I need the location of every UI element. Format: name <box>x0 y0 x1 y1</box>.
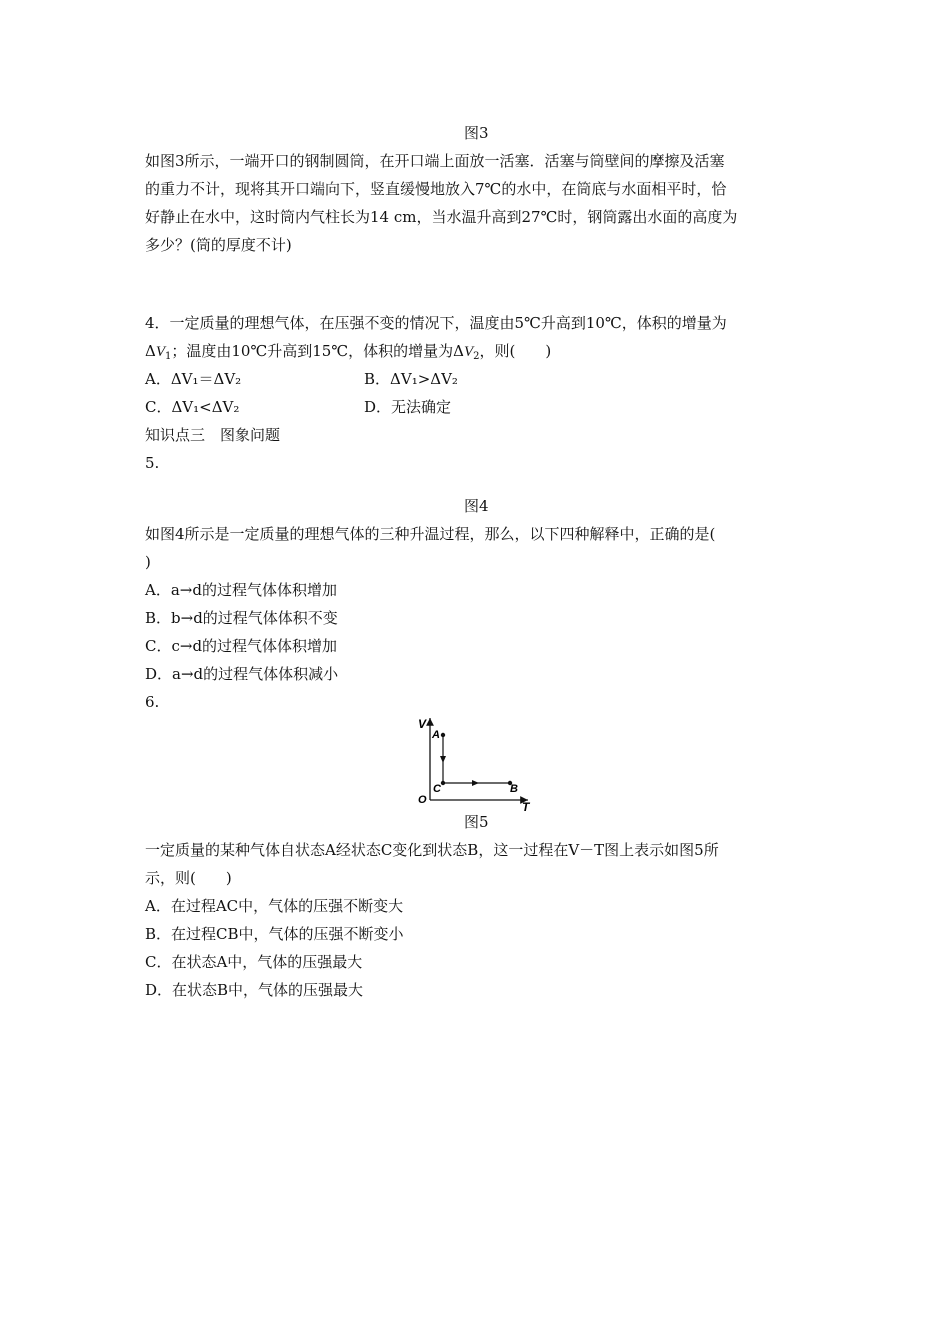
q4-stem-line-1: 4．一定质量的理想气体，在压强不变的情况下，温度由5℃升高到10℃，体积的增量为 <box>145 314 727 332</box>
q5-option-c: C．c→d的过程气体体积增加 <box>145 637 338 655</box>
q5-option-a: A．a→d的过程气体体积增加 <box>145 581 337 599</box>
q4-option-d: D．无法确定 <box>364 398 452 416</box>
t-axis-label: T <box>522 800 530 814</box>
q6-stem-line-2: 示，则( ) <box>145 869 232 887</box>
q6-option-a: A．在过程AC中，气体的压强不断变大 <box>145 897 404 915</box>
q6-option-b: B．在过程CB中，气体的压强不断变小 <box>145 925 404 943</box>
fig3-text-line-2: 的重力不计，现将其开口端向下，竖直缓慢地放入7℃的水中，在筒底与水面相平时，恰 <box>145 180 727 198</box>
q4-stem-line-2: $\Delta V_1$；温度由10℃升高到15℃，体积的增量为$\Delta V_2$，则( ) <box>145 342 552 362</box>
fig3-text-line-3: 好静止在水中，这时筒内气柱长为14 cm，当水温升高到27℃时，钢筒露出水面的高度为 <box>145 208 738 226</box>
q6-stem-line-1: 一定质量的某种气体自状态A经状态C变化到状态B，这一过程在V－T图上表示如图5所 <box>145 841 719 859</box>
figure-4-caption: 图4 <box>464 497 489 515</box>
origin-label: O <box>418 794 427 806</box>
v-axis-label: V <box>418 717 427 731</box>
point-b-label: B <box>510 783 518 795</box>
q6-number: 6. <box>145 693 160 711</box>
q6-option-d: D．在状态B中，气体的压强最大 <box>145 981 364 999</box>
fig3-text-line-1: 如图3所示，一端开口的钢制圆筒，在开口端上面放一活塞．活塞与筒壁间的摩擦及活塞 <box>145 152 725 170</box>
q5-option-d: D．a→d的过程气体体积减小 <box>145 665 339 683</box>
point-a-dot <box>441 733 445 737</box>
q5-option-b: B．b→d的过程气体体积不变 <box>145 609 338 627</box>
process-cb-arrow <box>472 780 479 786</box>
q5-number: 5. <box>145 454 160 472</box>
q4-option-b: B．ΔV₁>ΔV₂ <box>364 370 458 388</box>
point-a-label: A <box>432 729 440 741</box>
q4-option-a: A．ΔV₁＝ΔV₂ <box>145 370 242 388</box>
point-c-label: C <box>433 783 441 795</box>
fig3-text-line-4: 多少？(筒的厚度不计) <box>145 236 292 254</box>
figure-3-caption: 图3 <box>464 124 489 142</box>
process-ac-arrow <box>440 756 446 763</box>
point-c-dot <box>441 781 445 785</box>
q5-stem-line-1: 如图4所示是一定质量的理想气体的三种升温过程，那么，以下四种解释中，正确的是( <box>145 525 716 543</box>
q4-option-c: C．ΔV₁<ΔV₂ <box>145 398 240 416</box>
figure-5-vt-diagram <box>412 714 536 814</box>
q6-option-c: C．在状态A中，气体的压强最大 <box>145 953 363 971</box>
section-heading: 知识点三 图象问题 <box>145 426 281 444</box>
figure-5-caption: 图5 <box>464 813 489 831</box>
q5-stem-line-2: ) <box>145 553 151 571</box>
